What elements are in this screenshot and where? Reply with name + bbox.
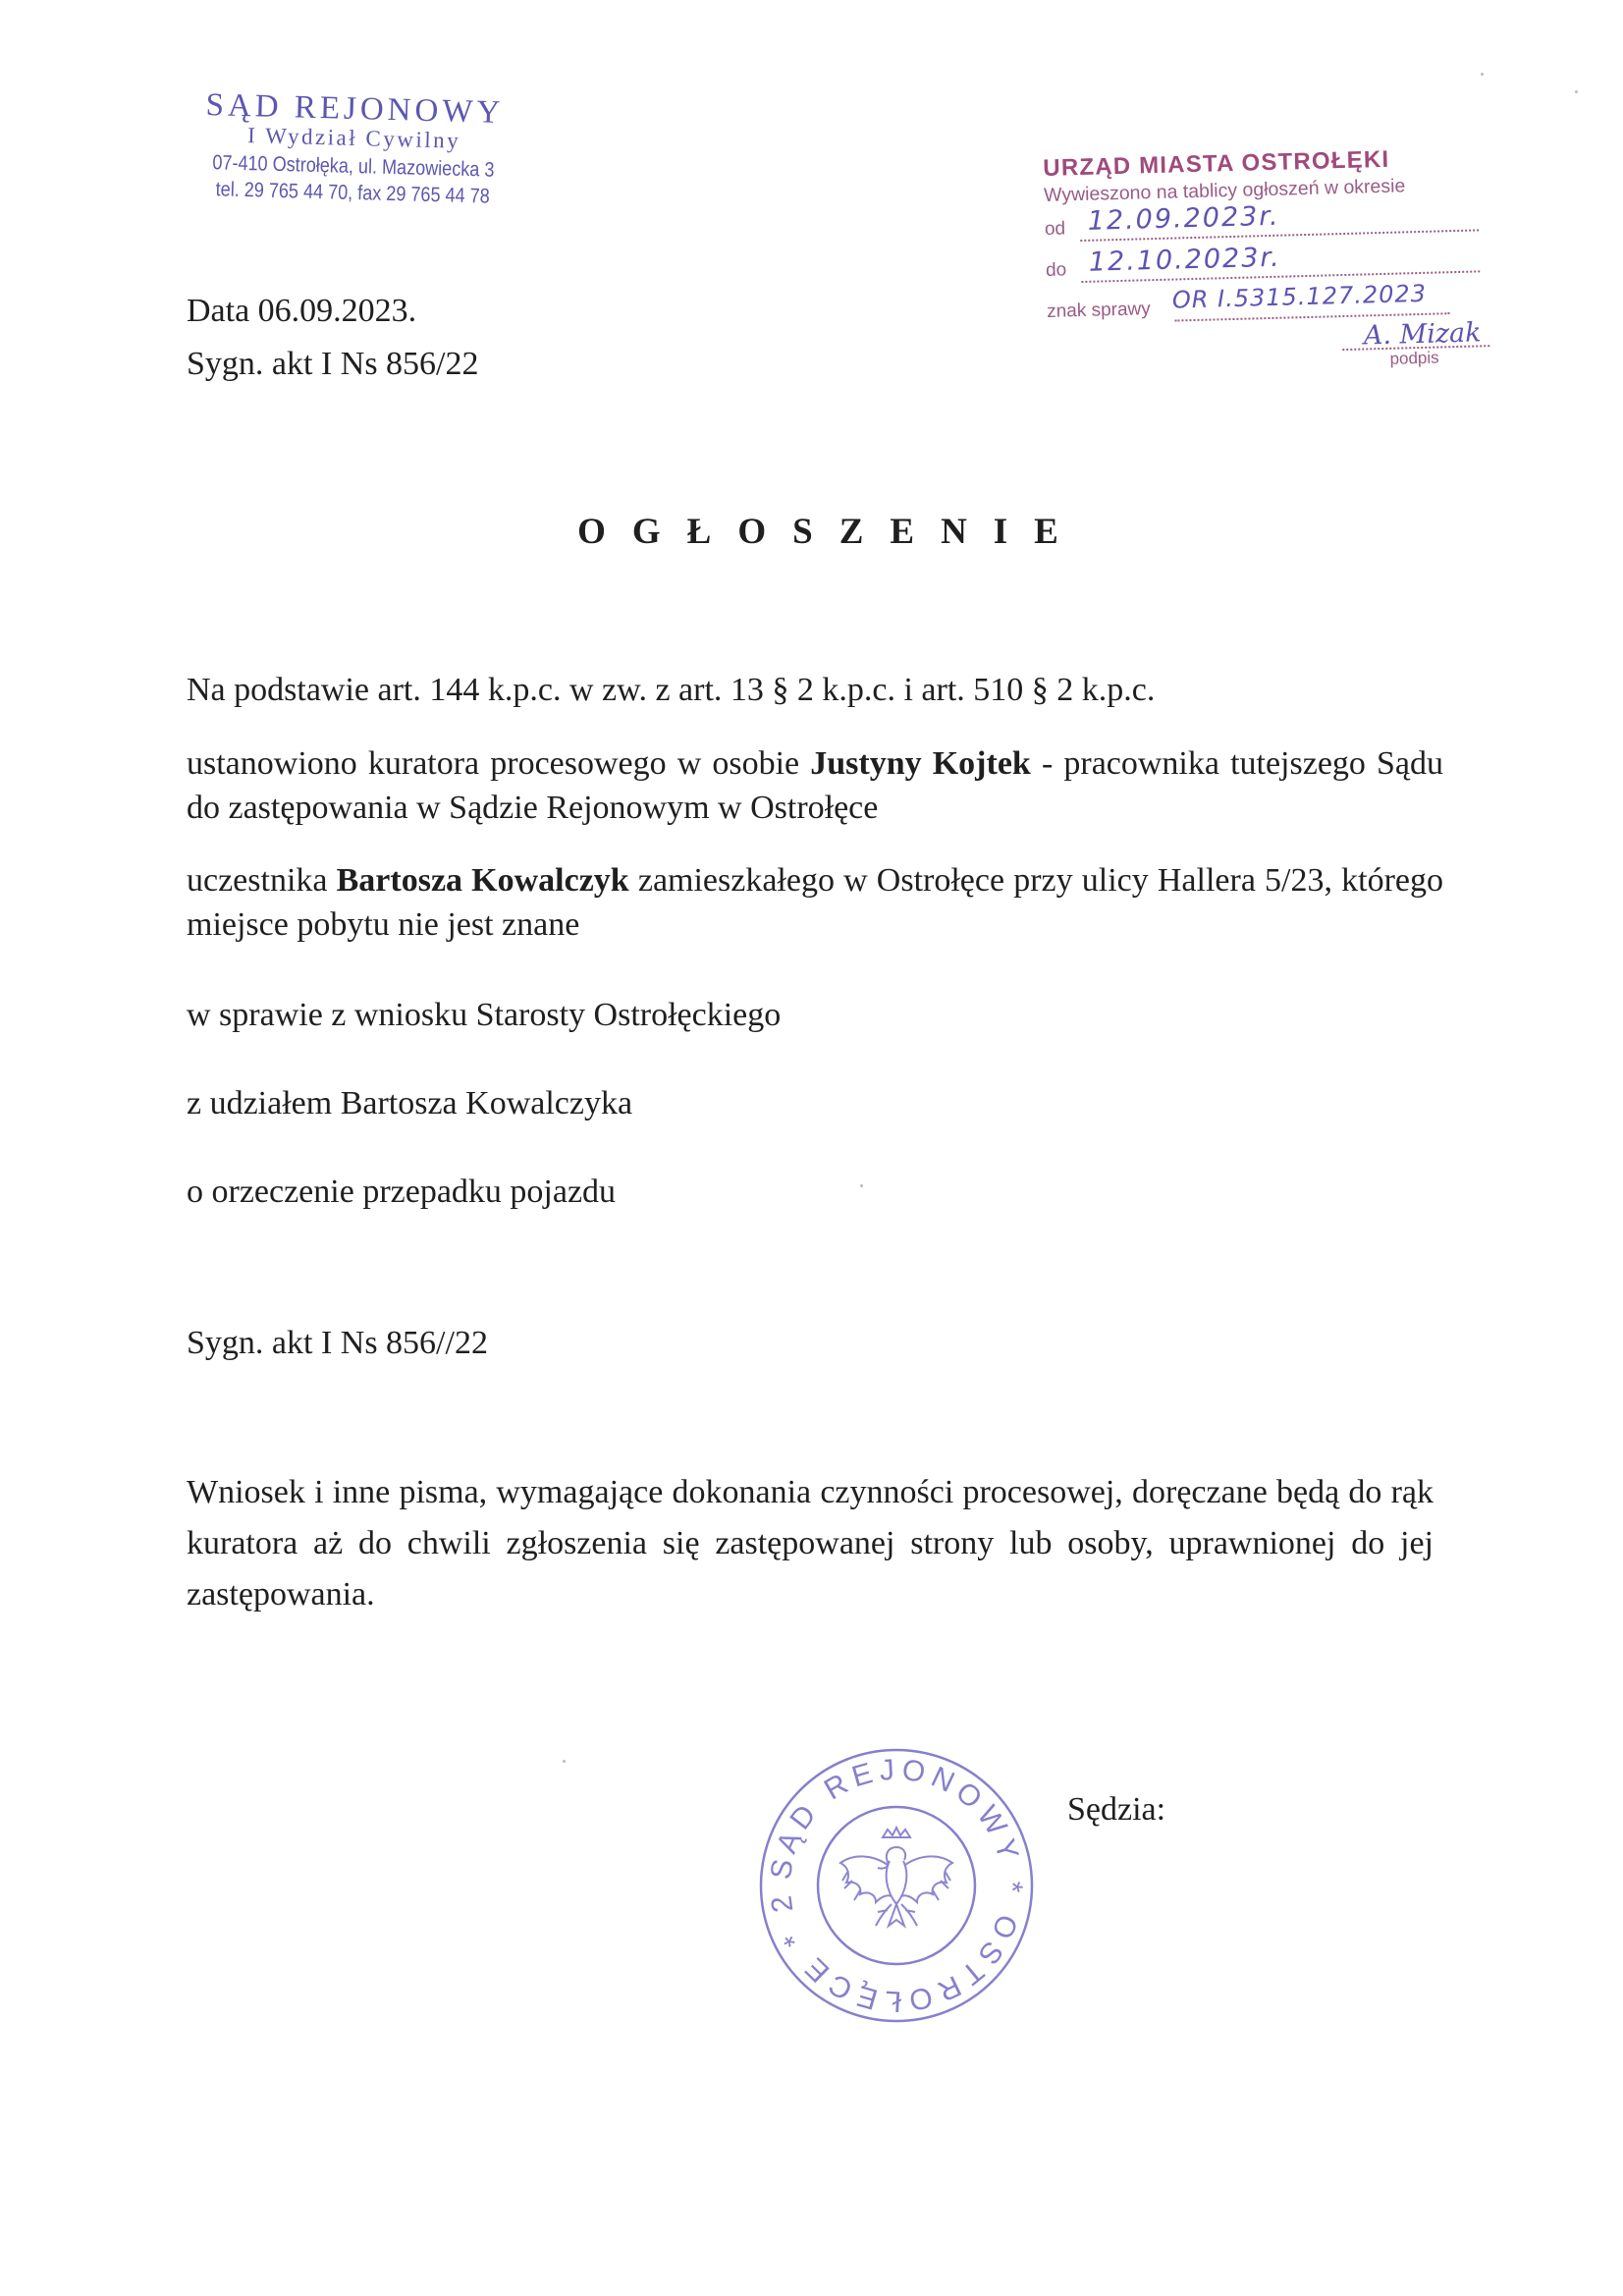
posted-from-value: 12.09.2023r. (1087, 200, 1280, 237)
document-date: Data 06.09.2023. (187, 293, 417, 329)
participant-name: Bartosza Kowalczyk (336, 862, 629, 899)
curator-text-start: ustanowiono kuratora procesowego w osobie (187, 745, 811, 782)
court-address: 07-410 Ostrołęka, ul. Mazowiecka 3 (212, 151, 495, 182)
curator-name: Justyny Kojtek (810, 745, 1031, 782)
court-seal (754, 1743, 1039, 2028)
court-seal-emblem (754, 1743, 1039, 2028)
case-number-label: znak sprawy (1046, 299, 1152, 322)
service-note: Wniosek i inne pisma, wymagające dokonania czynności procesowej, doręczane będą do rąk kuratora aż do chwili zgłoszenia się zastępowanej strony lub osoby, uprawnionej do jej zastępowania. (187, 1474, 1434, 1613)
city-hall-office: URZĄD MIASTA OSTROŁĘKI (1043, 145, 1390, 182)
signature-handwriting: A. Mizak (1363, 317, 1482, 352)
case-subject: w sprawie z wniosku Starosty Ostrołęckiego (187, 997, 782, 1033)
court-stamp (166, 86, 542, 210)
signature-label: podpis (1389, 348, 1439, 368)
document-title: OGŁOSZENIE (577, 512, 1085, 552)
posted-to-label: do (1045, 259, 1067, 281)
curator-text-end: - pracownika tutejszego Sądu do zastępowania w Sądzie Rejonowym w Ostrołęce (187, 745, 1444, 826)
posted-to-value: 12.10.2023r. (1088, 242, 1282, 278)
case-reference: Sygn. akt I Ns 856/22 (187, 346, 479, 382)
court-phone: tel. 29 765 44 70, fax 29 765 44 78 (215, 178, 491, 208)
document-meta (187, 285, 479, 391)
posted-from-label: od (1044, 218, 1066, 240)
matter: o orzeczenie przepadku pojazdu (187, 1174, 617, 1210)
participant-paragraph (187, 858, 1443, 947)
posting-note: Wywieszono na tablicy ogłoszeń w okresie (1043, 175, 1406, 206)
case-number-value: OR I.5315.127.2023 (1171, 279, 1428, 314)
curator-paragraph (187, 741, 1443, 830)
svg-text:SĄD REJONOWY * OSTROŁĘCE * 2 *: SĄD REJONOWY * OSTROŁĘCE * 2 (764, 1753, 1029, 2018)
court-name: SĄD REJONOWY (205, 86, 505, 131)
participant-text-end: zamieszkałego w Ostrołęce przy ulicy Hallera 5/23, którego miejsce pobytu nie jest znane (187, 862, 1443, 943)
participant-text-start: uczestnika (187, 862, 337, 899)
judge-label: Sędzia: (1067, 1791, 1166, 1828)
court-division: I Wydział Cywilny (246, 123, 461, 153)
city-hall-stamp (1043, 143, 1510, 374)
case-reference-repeat: Sygn. akt I Ns 856//22 (187, 1325, 488, 1361)
legal-basis: Na podstawie art. 144 k.p.c. w zw. z art. 13 § 2 k.p.c. i art. 510 § 2 k.p.c. (187, 672, 1156, 708)
participation: z udziałem Bartosza Kowalczyka (187, 1085, 633, 1121)
